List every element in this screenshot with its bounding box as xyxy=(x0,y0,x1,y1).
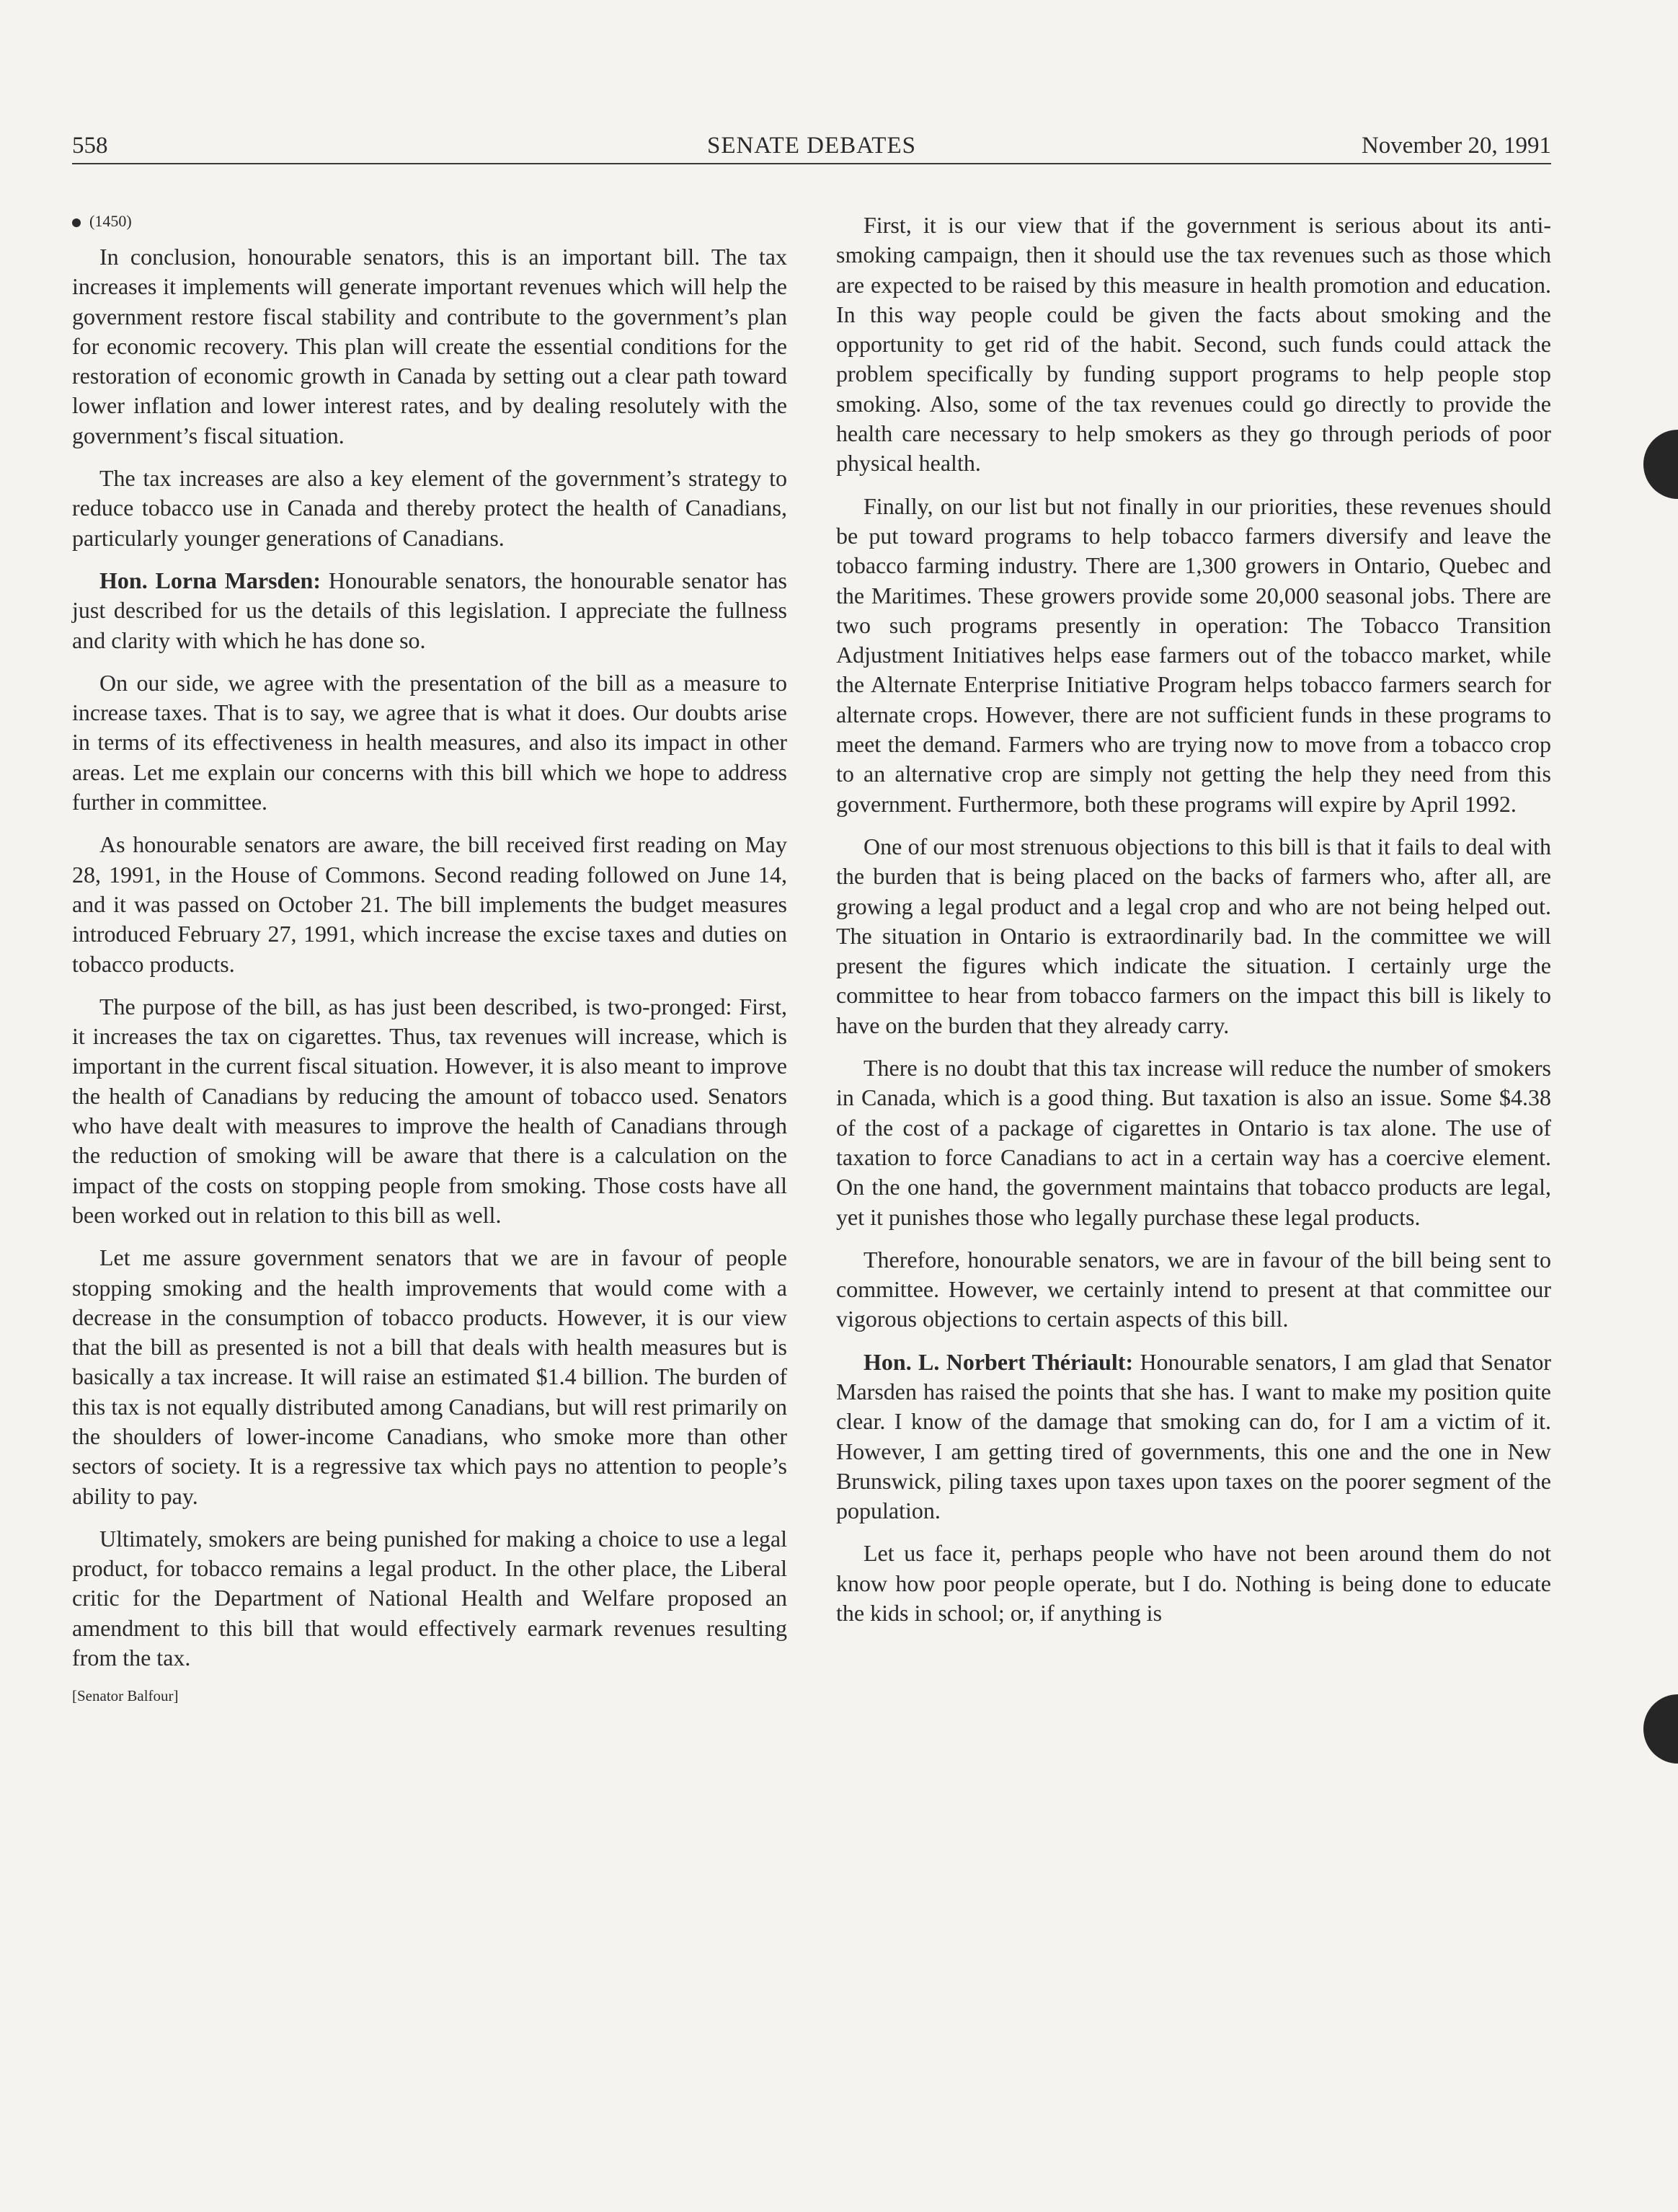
paragraph: Finally, on our list but not finally in our priorities, these revenues should be put toward programs to help tobacco farmers diversify and leave the tobacco farming industry. There are 1,300 growers in Ontario, Quebec and the Maritimes. These growers provide some 20,000 seasonal jobs. There are two such programs presently in operation: The Tobacco Transition Adjustment Initiatives helps ease farmers out of the tobacco market, while the Alternate Enterprise Initiative Program helps tobacco farmers search for alternate crops. However, there are not sufficient funds in these programs to meet the demand. Farmers who are trying now to move from a tobacco crop to an alternative crop are simply not getting the help they need from this government. Furthermore, both these programs will expire by April 1992. xyxy=(836,492,1551,817)
binder-hole-icon xyxy=(1643,1694,1678,1764)
paragraph: The purpose of the bill, as has just been described, is two-pronged: First, it increases the tax on cigarettes. Thus, tax revenues will increase, which is important in the current fiscal situation. However, it is also meant to improve the health of Canadians by reducing the amount of tobacco used. Senators who have dealt with measures to improve the health of Canadians through the reduction of smoking will be aware that there is a calculation on the impact of the costs on stopping people from smoking. Those costs have all been worked out in relation to this bill as well. xyxy=(72,993,787,1228)
issue-date: November 20, 1991 xyxy=(1361,133,1551,159)
paragraph: First, it is our view that if the government is serious about its anti-smoking campaign, then it should use the tax revenues such as those which are expected to be raised by this measure in health promotion and education. In this way people could be given the facts about smoking and the opportunity to get rid of the habit. Second, such funds could attack the problem specifically by funding support programs to help people stop smoking. Also, some of the tax revenues could go directly to provide the health care necessary to help smokers as they go through periods of poor physical health. xyxy=(836,212,1551,477)
time-marker xyxy=(72,211,787,232)
paragraph: The tax increases are also a key element of the government’s strategy to reduce tobacco use in Canada and thereby protect the health of Canadians, particularly younger generations of Canadians. xyxy=(72,465,787,551)
paragraph: One of our most strenuous objections to this bill is that it fails to deal with the burden that is being placed on the backs of farmers who, after all, are growing a legal product and a legal crop and who are not being helped out. The situation in Ontario is extraordinarily bad. In the committee we will present the figures which indicate the situation. I certainly urge the committee to hear from tobacco farmers on the impact this bill is likely to have on the burden that they already carry. xyxy=(836,833,1551,1038)
speaker-name: Hon. L. Norbert Thériault: xyxy=(864,1348,1134,1375)
page-number: 558 xyxy=(72,133,108,159)
speech-marsden xyxy=(72,566,787,655)
paragraph: On our side, we agree with the presentation of the bill as a measure to increase taxes. That is to say, we agree that is what it does. Our doubts arise in terms of its effectiveness in health measures, and also its impact in other areas. Let me explain our concerns with this bill which we hope to address further in committee. xyxy=(72,669,787,815)
speaker-name: Hon. Lorna Marsden: xyxy=(99,567,321,593)
paragraph: Let us face it, perhaps people who have not been around them do not know how poor people operate, but I do. Nothing is being done to educate the kids in school; or, if anything is xyxy=(836,1540,1551,1627)
publication-title: SENATE DEBATES xyxy=(707,133,916,159)
speech-text: Honourable senators, the honourable senator has just described for us the details of this legislation. I appreciate the fullness and clarity with which he has done so. xyxy=(72,567,787,653)
paragraph: As honourable senators are aware, the bill received first reading on May 28, 1991, in the House of Commons. Second reading followed on June 14, and it was passed on October 21. The bill implements the budget measures introduced February 27, 1991, which increase the excise taxes and duties on tobacco products. xyxy=(72,831,787,977)
bullet-icon xyxy=(72,218,81,227)
binder-hole-icon xyxy=(1643,430,1678,499)
right-column xyxy=(836,211,1551,1641)
paragraph: In conclusion, honourable senators, this is an important bill. The tax increases it implements will generate important revenues which will help the government restore fiscal stability and contribute to the government’s plan for economic recovery. This plan will create the essential conditions for the restoration of economic growth in Canada by setting out a clear path toward lower inflation and lower interest rates, and by dealing resolutely with the government’s fiscal situation. xyxy=(72,244,787,448)
speech-theriault xyxy=(836,1348,1551,1526)
left-column xyxy=(72,211,787,1706)
paragraph: Therefore, honourable senators, we are in favour of the bill being sent to committee. However, we certainly intend to present at that committee our vigorous objections to certain aspects of this bill. xyxy=(836,1246,1551,1332)
time-marker-label: (1450) xyxy=(89,212,132,230)
paragraph: Ultimately, smokers are being punished for making a choice to use a legal product, for tobacco remains a legal product. In the other place, the Liberal critic for the Department of National Health and Welfare proposed an amendment to this bill that would effectively earmark revenues resulting from the tax. xyxy=(72,1525,787,1671)
paragraph: There is no doubt that this tax increase will reduce the number of smokers in Canada, which is a good thing. But taxation is also an issue. Some $4.38 of the cost of a package of cigarettes in Ontario is tax alone. The use of taxation to force Canadians to act in a certain way has a coercive element. On the one hand, the government maintains that tobacco products are legal, yet it punishes those who legally purchase these legal products. xyxy=(836,1055,1551,1230)
paragraph: Let me assure government senators that we are in favour of people stopping smoking and the health improvements that would come with a decrease in the consumption of tobacco products. However, it is our view that the bill as presented is not a bill that deals with health measures but is basically a tax increase. It will raise an estimated $1.4 billion. The burden of this tax is not equally distributed among Canadians, but will rest primarily on the shoulders of lower-income Canadians, who smoke more than other sectors of society. It is a regressive tax which pays no attention to people’s ability to pay. xyxy=(72,1244,787,1509)
page-header xyxy=(72,128,1551,164)
footnote: [Senator Balfour] xyxy=(72,1687,179,1705)
speech-text: Honourable senators, I am glad that Senator Marsden has raised the points that she has. I want to make my position quite clear. I know of the damage that smoking can do, for I am a victim of it. However, I am getting tired of governments, this one and the one in New Brunswick, piling taxes upon taxes upon taxes on the poorer segment of the population. xyxy=(836,1348,1551,1524)
